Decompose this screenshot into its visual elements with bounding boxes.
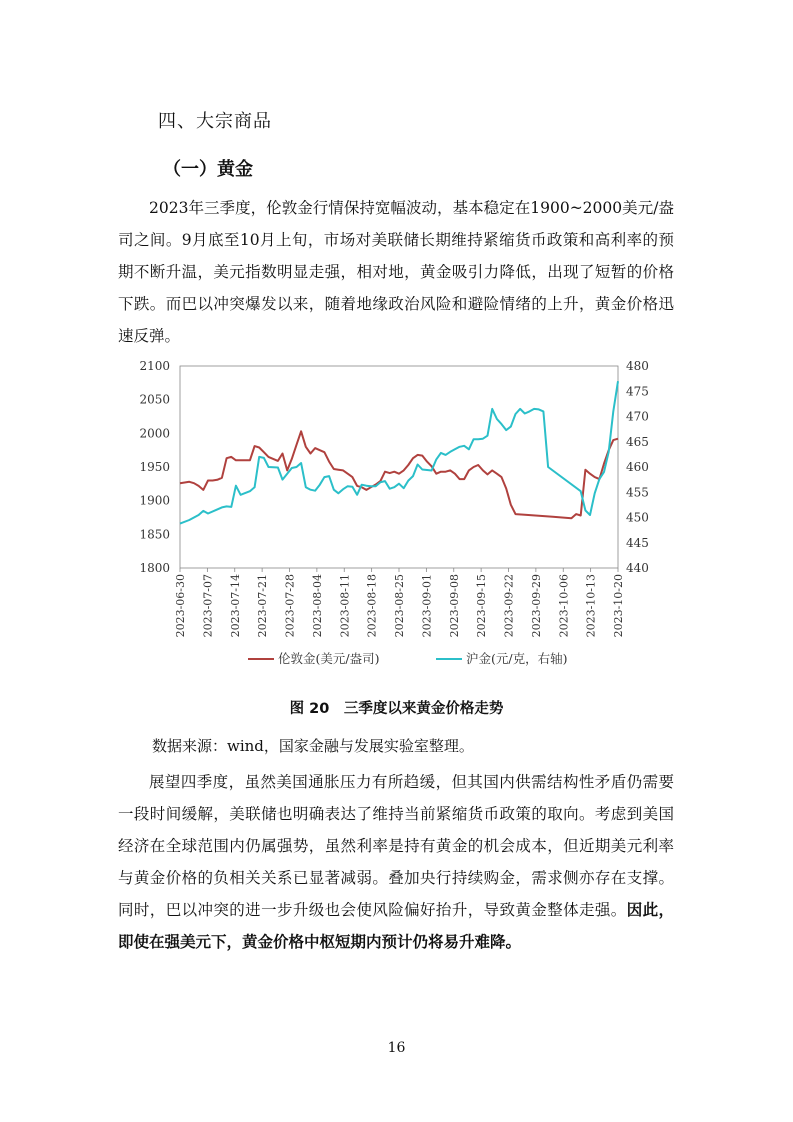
x-axis-tick-label: 2023-08-18 xyxy=(365,574,379,638)
subsection-title: （一）黄金 xyxy=(163,159,253,180)
x-axis-tick-label: 2023-10-06 xyxy=(557,574,571,638)
legend-label-1: 伦敦金(美元/盎司) xyxy=(278,651,380,666)
x-axis-tick-label: 2023-09-01 xyxy=(420,574,434,638)
gold-price-chart xyxy=(118,350,678,690)
x-axis-tick-label: 2023-08-11 xyxy=(338,574,352,638)
left-axis-tick-label: 1850 xyxy=(139,527,170,542)
left-axis-tick-label: 1900 xyxy=(139,493,170,508)
right-axis-tick-label: 470 xyxy=(626,409,649,424)
series-line-1 xyxy=(180,431,618,518)
left-axis-tick-label: 2000 xyxy=(139,426,170,441)
right-axis-tick-label: 460 xyxy=(626,460,649,474)
figure-caption: 图 20 三季度以来黄金价格走势 xyxy=(289,701,504,717)
x-axis-tick-label: 2023-09-29 xyxy=(529,574,543,638)
source-note: 数据来源：wind，国家金融与发展实验室整理。 xyxy=(152,737,474,755)
right-axis-tick-label: 480 xyxy=(626,359,649,373)
x-axis-tick-label: 2023-10-20 xyxy=(612,574,625,638)
right-axis-tick-label: 445 xyxy=(626,535,649,550)
paragraph-1: 2023年三季度，伦敦金行情保持宽幅波动，基本稳定在1900~2000美元/盎司之间。9月底至10月上旬，市场对美联储长期维持紧缩货币政策和高利率的预期不断升温，美元指数明显走强，相对地，黄金吸引力降低，出现了短暂的价格下跌。而巴以冲突爆发以来，随着地缘政治风险和避险情绪的上升，黄金价格迅速反弹。 xyxy=(118,199,674,345)
right-axis-tick-label: 440 xyxy=(626,561,649,575)
section-title: 四、大宗商品 xyxy=(158,111,272,132)
x-axis-tick-label: 2023-09-22 xyxy=(502,574,516,638)
plot-frame xyxy=(180,366,618,568)
x-axis-tick-label: 2023-09-08 xyxy=(447,574,461,638)
page-number: 16 xyxy=(387,1040,406,1056)
right-axis-tick-label: 475 xyxy=(626,384,649,399)
x-axis-tick-label: 2023-09-15 xyxy=(475,574,489,638)
chart-svg xyxy=(118,350,678,690)
left-axis-tick-label: 2100 xyxy=(139,359,170,373)
paragraph-2-text: 展望四季度，虽然美国通胀压力有所趋缓，但其国内供需结构性矛盾仍需要一段时间缓解，美联储也明确表达了维持当前紧缩货币政策的取向。考虑到美国经济在全球范围内仍属强势，虽然利率是持有黄金的机会成本，但近期美元利率与黄金价格的负相关关系已显著减弱。叠加央行持续购金，需求侧亦存在支撑。同时，巴以冲突的进一步升级也会使风险偏好抬升，导致黄金整体走强。 xyxy=(118,773,674,919)
x-axis-tick-label: 2023-10-13 xyxy=(584,574,598,638)
left-axis-tick-label: 1950 xyxy=(139,460,170,474)
x-axis-tick-label: 2023-06-30 xyxy=(174,574,187,638)
x-axis-tick-label: 2023-08-04 xyxy=(310,574,324,638)
x-axis-tick-label: 2023-07-21 xyxy=(256,574,270,638)
legend-label-2: 沪金(元/克，右轴) xyxy=(466,651,568,666)
paragraph-2 xyxy=(118,766,674,958)
x-axis-tick-label: 2023-07-14 xyxy=(228,574,242,638)
right-axis-tick-label: 450 xyxy=(626,510,649,525)
paragraph-2-bold-text: 因此，即使在强美元下，黄金价格中枢短期内预计仍将易升难降。 xyxy=(118,900,674,951)
left-axis-tick-label: 2050 xyxy=(139,392,170,407)
series-line-2 xyxy=(180,381,618,523)
left-axis-tick-label: 1800 xyxy=(139,561,170,575)
x-axis-tick-label: 2023-07-07 xyxy=(201,574,215,638)
x-axis-tick-label: 2023-07-28 xyxy=(283,574,297,638)
right-axis-tick-label: 455 xyxy=(626,485,649,500)
right-axis-tick-label: 465 xyxy=(626,434,649,449)
x-axis-tick-label: 2023-08-25 xyxy=(393,574,406,638)
